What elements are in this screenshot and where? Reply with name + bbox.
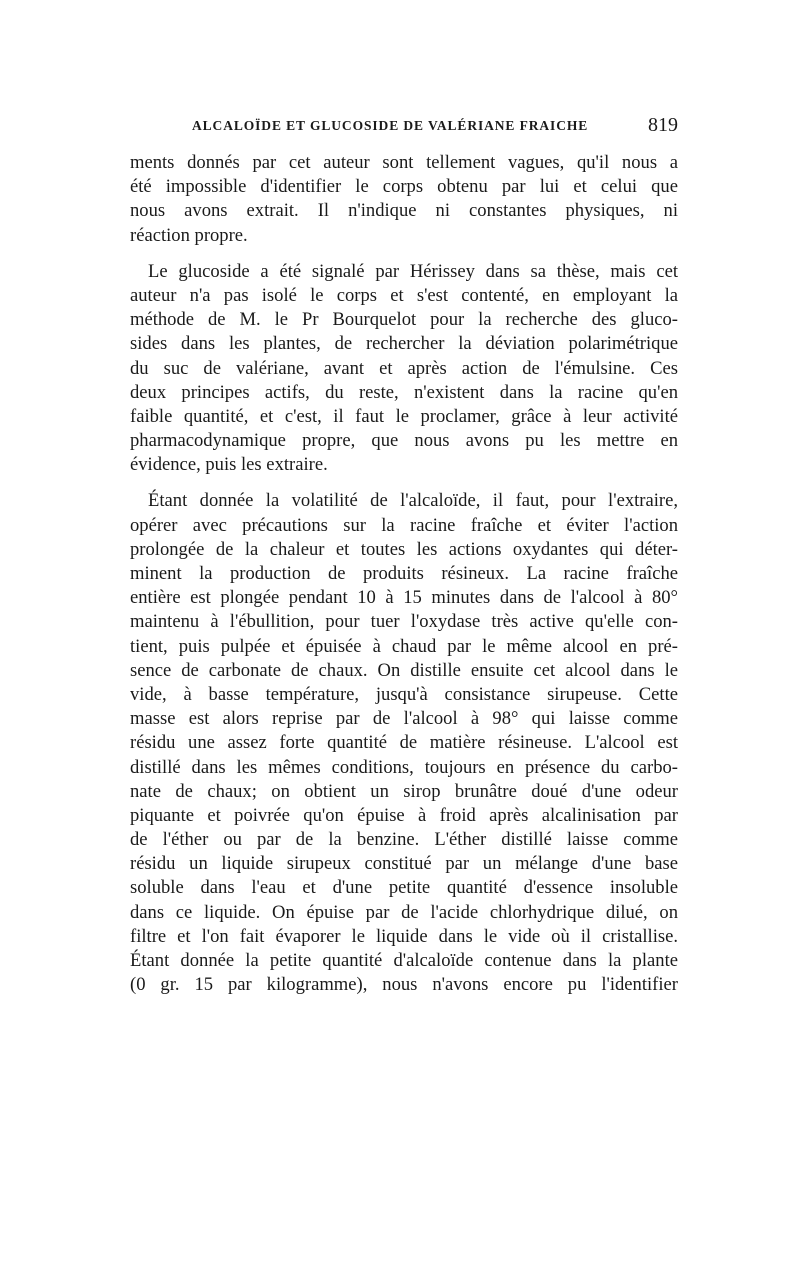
- text-line: opérer avec précautions sur la racine fraîche et éviter l'action: [130, 514, 678, 536]
- text-line: Le glucoside a été signalé par Hérissey dans sa thèse, mais cet: [148, 260, 678, 282]
- text-line: réaction propre.: [130, 224, 248, 246]
- text-line: sence de carbonate de chaux. On distille ensuite cet alcool dans le: [130, 659, 678, 681]
- text-line: deux principes actifs, du reste, n'existent dans la racine qu'en: [130, 381, 678, 403]
- text-line: nous avons extrait. Il n'indique ni constantes physiques, ni: [130, 200, 678, 222]
- text-line: vide, à basse température, jusqu'à consistance sirupeuse. Cette: [130, 683, 678, 705]
- text-line: faible quantité, et c'est, il faut le proclamer, grâce à leur activité: [130, 405, 678, 427]
- text-line: nate de chaux; on obtient un sirop brunâtre doué d'une odeur: [130, 780, 678, 802]
- text-line: ments donnés par cet auteur sont tellement vagues, qu'il nous a: [130, 152, 678, 173]
- running-title: ALCALOÏDE ET GLUCOSIDE DE VALÉRIANE FRAICHE: [192, 118, 589, 133]
- text-line: Étant donnée la petite quantité d'alcaloïde contenue dans la plante: [130, 950, 678, 971]
- paragraph-1: [130, 151, 678, 248]
- text-line: sides dans les plantes, de rechercher la déviation polarimétrique: [130, 333, 678, 355]
- page-number: 819: [648, 114, 678, 136]
- text-line: tient, puis pulpée et épuisée à chaud par le même alcool en pré-: [130, 635, 678, 657]
- text-line: filtre et l'on fait évaporer le liquide dans le vide où il cristallise.: [130, 925, 678, 947]
- text-line: distillé dans les mêmes conditions, toujours en présence du carbo-: [130, 756, 678, 778]
- text-line: maintenu à l'ébullition, pour tuer l'oxydase très active qu'elle con-: [130, 611, 678, 633]
- text-line: entière est plongée pendant 10 à 15 minutes dans de l'alcool à 80°: [130, 587, 678, 609]
- text-line: Étant donnée la volatilité de l'alcaloïde, il faut, pour l'extraire,: [148, 490, 678, 512]
- text-line: masse est alors reprise par de l'alcool à 98° qui laisse comme: [130, 708, 678, 730]
- text-line: résidu un liquide sirupeux constitué par un mélange d'une base: [130, 853, 678, 875]
- text-line: auteur n'a pas isolé le corps et s'est contenté, en employant la: [130, 284, 678, 306]
- running-head: [130, 114, 678, 140]
- text-line: été impossible d'identifier le corps obtenu par lui et celui que: [130, 176, 678, 198]
- text-line: dans ce liquide. On épuise par de l'acide chlorhydrique dilué, on: [130, 901, 678, 923]
- text-line: du suc de valériane, avant et après action de l'émulsine. Ces: [130, 357, 678, 379]
- text-line: soluble dans l'eau et d'une petite quantité d'essence insoluble: [130, 877, 678, 899]
- text-line: pharmacodynamique propre, que nous avons pu les mettre en: [130, 430, 678, 452]
- text-line: (0 gr. 15 par kilogramme), nous n'avons encore pu l'identifier: [130, 974, 678, 996]
- text-line: minent la production de produits résineux. La racine fraîche: [130, 563, 678, 584]
- paragraph-3: [130, 489, 678, 997]
- text-line: de l'éther ou par de la benzine. L'éther distillé laisse comme: [130, 829, 678, 851]
- body-text: [130, 151, 678, 997]
- text-line: évidence, puis les extraire.: [130, 454, 328, 476]
- text-line: prolongée de la chaleur et toutes les actions oxydantes qui déter-: [130, 538, 678, 560]
- text-line: méthode de M. le Pr Bourquelot pour la recherche des gluco-: [130, 309, 678, 331]
- text-line: résidu une assez forte quantité de matière résineuse. L'alcool est: [130, 732, 678, 754]
- paragraph-2: [130, 260, 678, 478]
- text-line: piquante et poivrée qu'on épuise à froid après alcalinisation par: [130, 804, 678, 826]
